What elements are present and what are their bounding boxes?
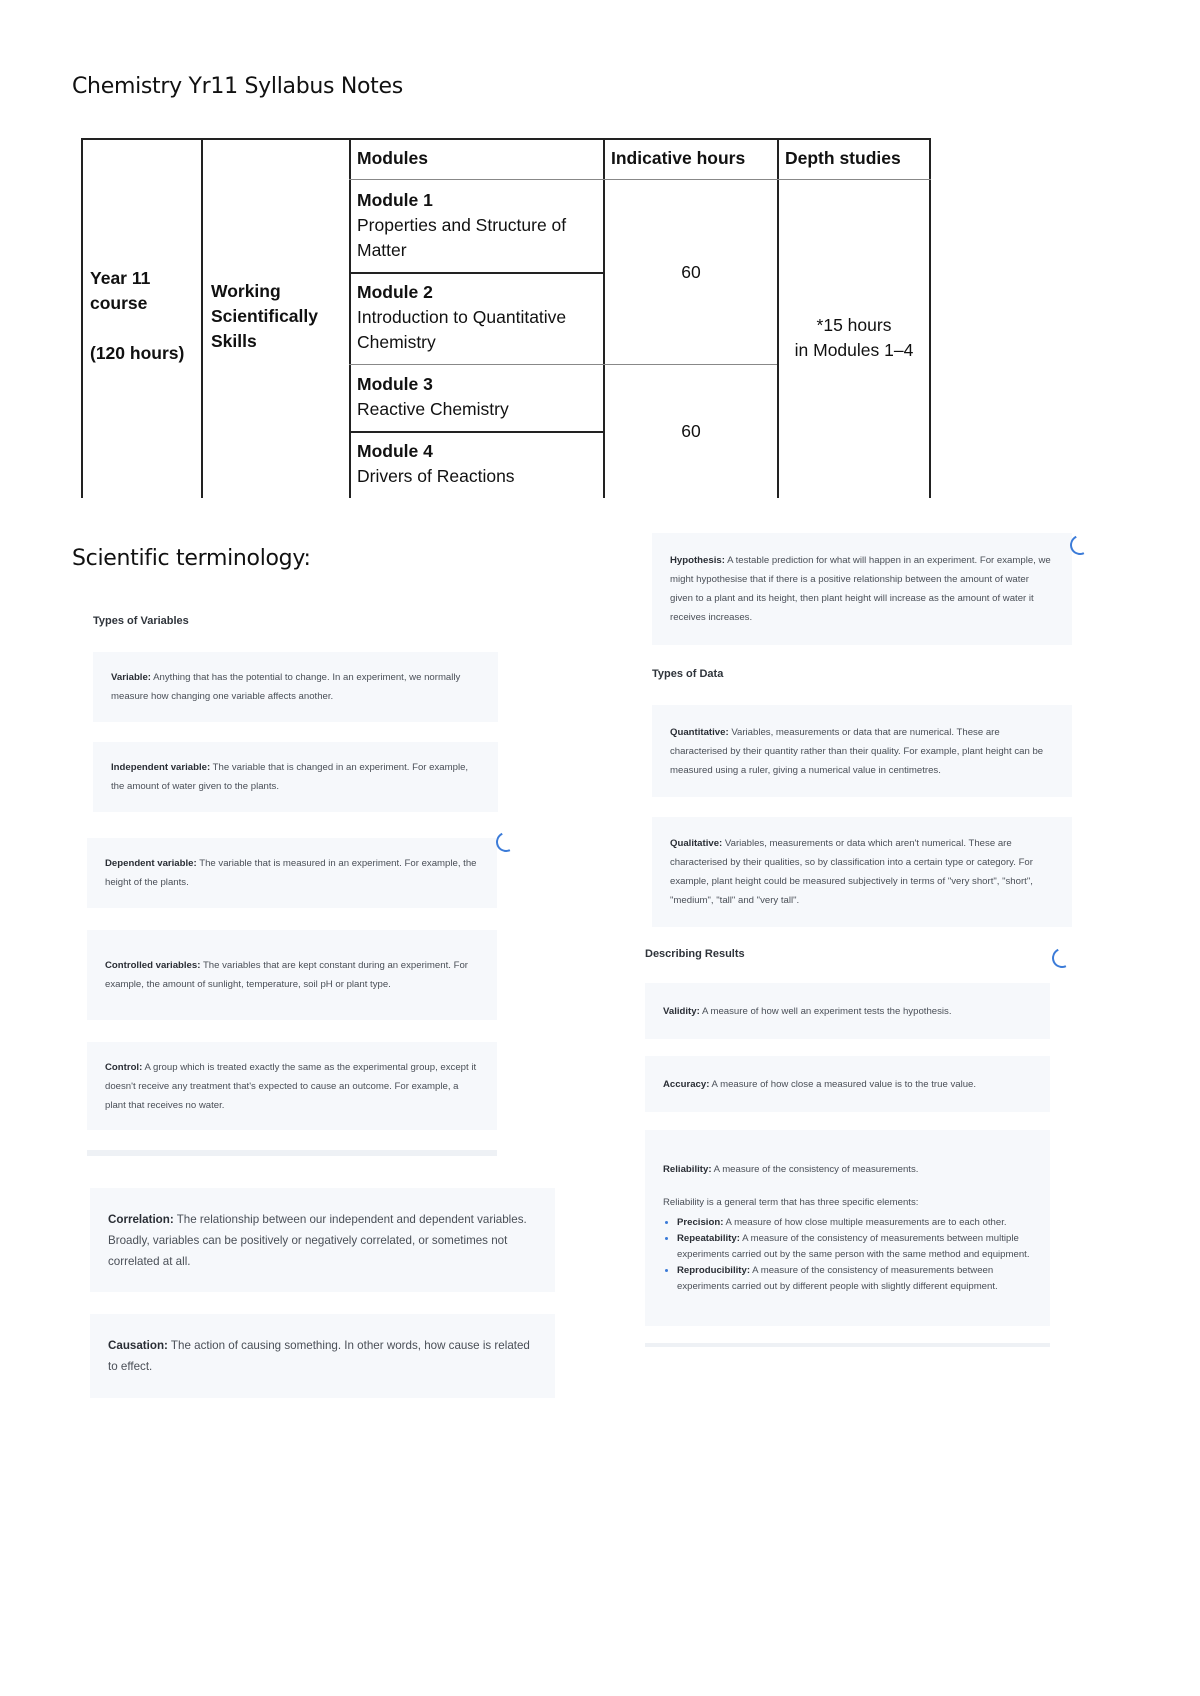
hours-value: 60	[681, 421, 701, 441]
card-text: A measure of the consistency of measurements between experiments carried out by different people with slightly different equipment.	[677, 1264, 998, 1292]
card-text: A group which is treated exactly the same as the experimental group, except it doesn't receive any treatment that's expected to cause an outcome. For example, a plant that receives no water.	[105, 1061, 477, 1111]
table-divider	[349, 431, 605, 433]
card-term: Qualitative:	[670, 838, 723, 849]
table-divider	[349, 138, 351, 498]
card-text: Anything that has the potential to change. In an experiment, we normally measure how changing one variable affects another.	[111, 672, 461, 702]
table-divider	[349, 272, 605, 274]
list-item	[677, 1215, 1032, 1231]
table-border-right	[929, 138, 931, 498]
card-term: Repeatability:	[677, 1232, 740, 1244]
card-term: Controlled variables:	[105, 960, 201, 971]
depth-scope: in Modules 1–4	[794, 340, 914, 360]
card-term: Reproducibility:	[677, 1264, 751, 1276]
reliability-elements-list	[663, 1215, 1032, 1295]
module-name: Drivers of Reactions	[357, 466, 515, 486]
dependent-variable-card	[87, 838, 497, 908]
divider	[87, 1150, 497, 1156]
describing-results-heading: Describing Results	[645, 948, 745, 960]
card-text: A testable prediction for what will happen in an experiment. For example, we might hypothesise that if there is a positive relationship between the amount of water given to a plant and its height, then plant height will increase as the amount of water it receives increases.	[670, 555, 1051, 623]
validity-card	[645, 983, 1050, 1039]
independent-variable-card	[93, 742, 498, 812]
card-term: Dependent variable:	[105, 858, 197, 869]
course-label: course	[90, 293, 148, 313]
module-name: Reactive Chemistry	[357, 399, 509, 419]
divider	[645, 1343, 1050, 1347]
card-text: A measure of how well an experiment tests the hypothesis.	[701, 1005, 952, 1017]
course-hours: (120 hours)	[90, 343, 185, 363]
card-text: A measure of the consistency of measurements.	[713, 1163, 919, 1175]
card-term: Hypothesis:	[670, 555, 725, 566]
card-term: Variable:	[111, 672, 151, 683]
skills-cell	[211, 279, 347, 354]
section-title: Scientific terminology:	[72, 546, 311, 571]
card-term: Accuracy:	[663, 1078, 710, 1090]
reliability-card	[645, 1130, 1050, 1326]
table-divider	[349, 179, 931, 180]
card-text: A measure of how close a measured value is to the true value.	[711, 1078, 977, 1090]
quantitative-card	[652, 705, 1072, 797]
causation-card	[90, 1314, 555, 1398]
card-term: Reliability:	[663, 1163, 712, 1175]
depth-hours: *15 hours	[816, 315, 892, 335]
qualitative-card	[652, 817, 1072, 927]
header-depth-studies: Depth studies	[785, 148, 901, 168]
card-text: The relationship between our independent and dependent variables. Broadly, variables can be positively or negatively correlated, or sometimes not correlated at all.	[108, 1212, 527, 1268]
hypothesis-card	[652, 533, 1072, 645]
depth-cell	[779, 313, 929, 363]
card-term: Validity:	[663, 1005, 700, 1017]
module-cell	[357, 372, 601, 422]
card-term: Control:	[105, 1061, 143, 1073]
reliability-intro: Reliability is a general term that has three specific elements:	[663, 1196, 919, 1208]
table-divider	[349, 364, 777, 365]
module-name: Introduction to Quantitative	[357, 307, 567, 327]
card-term: Causation:	[108, 1339, 168, 1352]
skills-label: Skills	[211, 331, 257, 351]
hours-value: 60	[681, 262, 701, 282]
card-term: Independent variable:	[111, 762, 211, 773]
variable-card	[93, 652, 498, 722]
course-cell	[90, 266, 200, 366]
types-of-variables-heading: Types of Variables	[93, 615, 189, 627]
accuracy-card	[645, 1056, 1050, 1112]
loading-spinner-icon	[493, 829, 519, 855]
syllabus-table	[81, 138, 931, 498]
correlation-card	[90, 1188, 555, 1292]
module-cell	[357, 439, 601, 489]
table-divider	[603, 138, 605, 498]
card-term: Precision:	[677, 1216, 724, 1228]
module-number: Module 1	[357, 190, 433, 210]
document-title: Chemistry Yr11 Syllabus Notes	[72, 74, 403, 99]
header-modules: Modules	[357, 148, 428, 168]
module-number: Module 2	[357, 282, 433, 302]
card-text: The variable that is measured in an experiment. For example, the height of the plants.	[105, 858, 477, 888]
module-name: Matter	[357, 240, 407, 260]
card-text: The action of causing something. In other words, how cause is related to effect.	[108, 1339, 530, 1373]
control-card	[87, 1042, 497, 1130]
module-number: Module 4	[357, 441, 433, 461]
card-text: Variables, measurements or data which aren't numerical. These are characterised by their qualities, so by classification into a certain type or category. For example, plant height could be measured subjectively in terms of "very short", "short", "medium", "tall" and "very tall".	[670, 838, 1033, 906]
card-text: Variables, measurements or data that are numerical. These are characterised by their quantity rather than their quality. For example, plant height can be measured using a ruler, giving a numerical value in centimetres.	[670, 726, 1044, 776]
list-item	[677, 1231, 1032, 1263]
list-item	[677, 1263, 1032, 1295]
card-term: Correlation:	[108, 1212, 174, 1226]
loading-spinner-icon	[1049, 945, 1075, 971]
course-label: Year 11	[90, 268, 151, 288]
table-border-left	[81, 138, 83, 498]
table-border-top	[81, 138, 931, 140]
card-term: Quantitative:	[670, 726, 729, 738]
module-cell	[357, 188, 601, 263]
module-number: Module 3	[357, 374, 433, 394]
skills-label: Working	[211, 281, 281, 301]
controlled-variables-card	[87, 930, 497, 1020]
skills-label: Scientifically	[211, 306, 318, 326]
table-divider	[201, 138, 203, 498]
module-cell	[357, 280, 601, 355]
card-text: A measure of how close multiple measurements are to each other.	[725, 1216, 1007, 1228]
types-of-data-heading: Types of Data	[652, 668, 724, 680]
card-text: A measure of the consistency of measurements between multiple experiments carried out by the same person with the same method and equipment.	[677, 1232, 1030, 1260]
header-indicative-hours: Indicative hours	[611, 148, 746, 168]
card-text: The variables that are kept constant during an experiment. For example, the amount of sunlight, temperature, soil pH or plant type.	[105, 960, 468, 990]
module-name: Chemistry	[357, 332, 436, 352]
card-text: The variable that is changed in an experiment. For example, the amount of water given to the plants.	[111, 762, 469, 792]
module-name: Properties and Structure of	[357, 215, 567, 235]
